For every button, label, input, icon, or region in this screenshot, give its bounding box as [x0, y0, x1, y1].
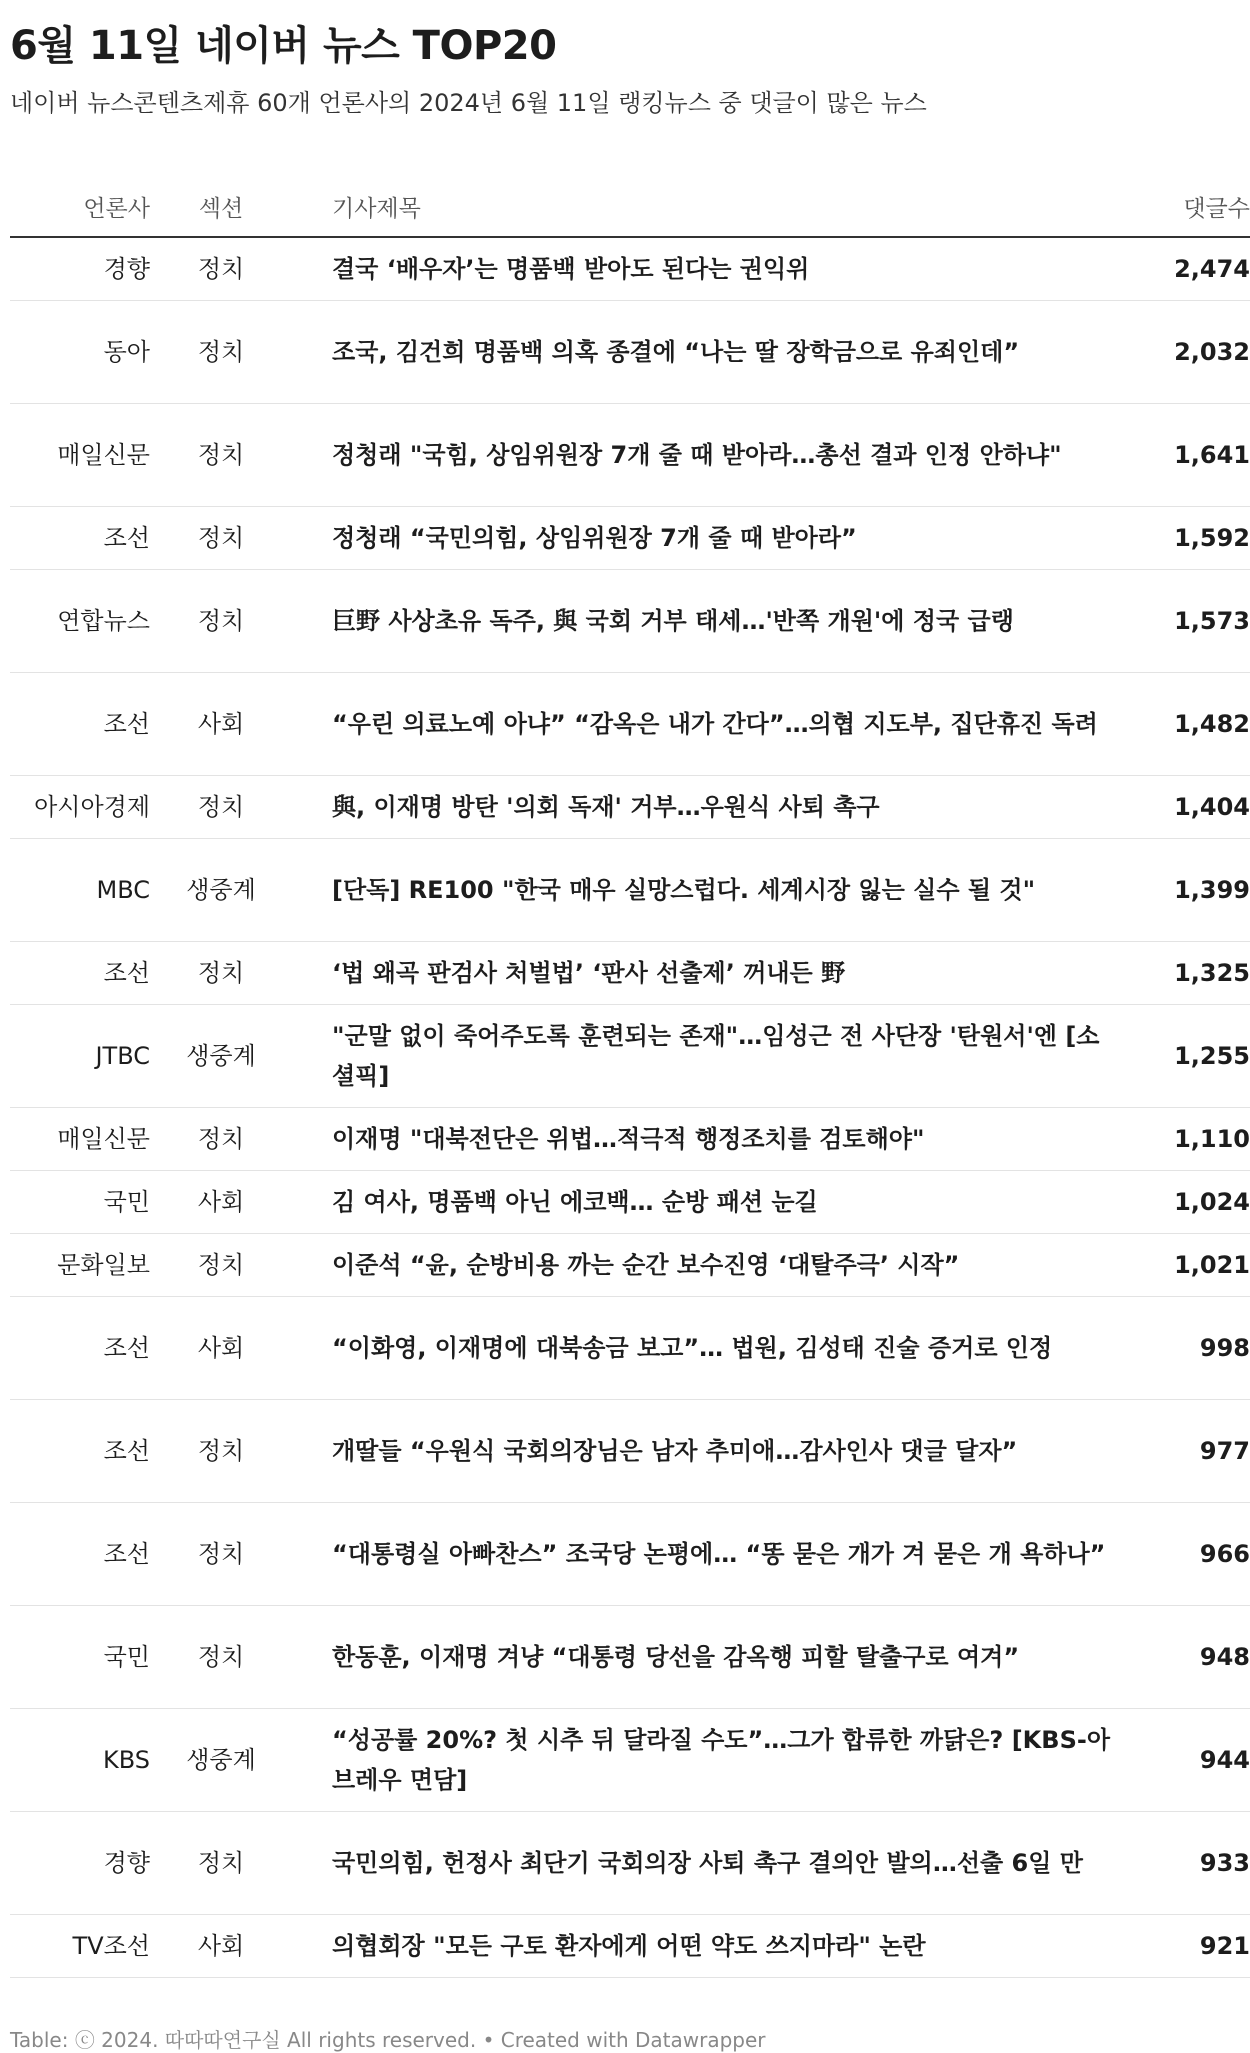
page-title: 6월 11일 네이버 뉴스 TOP20: [10, 23, 557, 69]
table-row: [10, 1005, 1250, 1108]
cell-outlet: 국민: [10, 1606, 150, 1709]
cell-title: “우린 의료노예 아냐” “감옥은 내가 간다”…의협 지도부, 집단휴진 독려: [292, 673, 1112, 776]
cell-comments: 1,641: [1112, 404, 1250, 507]
table-row: [10, 404, 1250, 507]
cell-title: 정청래 “국민의힘, 상임위원장 7개 줄 때 받아라”: [292, 507, 1112, 570]
table-row: [10, 1709, 1250, 1812]
cell-title: 김 여사, 명품백 아닌 에코백… 순방 패션 눈길: [292, 1171, 1112, 1234]
table-row: [10, 839, 1250, 942]
cell-title: 한동훈, 이재명 겨냥 “대통령 당선을 감옥행 피할 탈출구로 여겨”: [292, 1606, 1112, 1709]
table-row: [10, 1915, 1250, 1978]
cell-outlet: 동아: [10, 301, 150, 404]
table-row: [10, 301, 1250, 404]
cell-section: 정치: [150, 1234, 292, 1297]
cell-outlet: TV조선: [10, 1915, 150, 1978]
cell-comments: 1,482: [1112, 673, 1250, 776]
header-outlet[interactable]: 언론사: [10, 176, 150, 237]
cell-outlet: 국민: [10, 1171, 150, 1234]
cell-section: 생중계: [150, 1709, 292, 1812]
page-subtitle: 네이버 뉴스콘텐츠제휴 60개 언론사의 2024년 6월 11일 랭킹뉴스 중 댓글이 많은 뉴스: [10, 89, 927, 117]
cell-outlet: 연합뉴스: [10, 570, 150, 673]
cell-section: 생중계: [150, 1005, 292, 1108]
cell-comments: 2,474: [1112, 237, 1250, 301]
cell-outlet: 조선: [10, 673, 150, 776]
cell-section: 정치: [150, 776, 292, 839]
cell-section: 정치: [150, 570, 292, 673]
table-row: [10, 1812, 1250, 1915]
header-title[interactable]: 기사제목: [292, 176, 1112, 237]
cell-outlet: 조선: [10, 507, 150, 570]
cell-section: 정치: [150, 237, 292, 301]
cell-section: 사회: [150, 1915, 292, 1978]
cell-section: 사회: [150, 1297, 292, 1400]
cell-comments: 2,032: [1112, 301, 1250, 404]
cell-title: 與, 이재명 방탄 '의회 독재' 거부…우원식 사퇴 촉구: [292, 776, 1112, 839]
header-section[interactable]: 섹션: [150, 176, 292, 237]
cell-section: 정치: [150, 1606, 292, 1709]
cell-title: 이재명 "대북전단은 위법…적극적 행정조치를 검토해야": [292, 1108, 1112, 1171]
cell-section: 정치: [150, 1108, 292, 1171]
table-row: [10, 570, 1250, 673]
table-row: [10, 1108, 1250, 1171]
cell-comments: 1,021: [1112, 1234, 1250, 1297]
table-row: [10, 1606, 1250, 1709]
table-row: [10, 1234, 1250, 1297]
table-row: [10, 1171, 1250, 1234]
cell-outlet: 경향: [10, 1812, 150, 1915]
cell-comments: 977: [1112, 1400, 1250, 1503]
cell-outlet: 아시아경제: [10, 776, 150, 839]
cell-section: 정치: [150, 1400, 292, 1503]
table-row: [10, 1297, 1250, 1400]
cell-comments: 933: [1112, 1812, 1250, 1915]
cell-comments: 1,573: [1112, 570, 1250, 673]
cell-title: 의협회장 "모든 구토 환자에게 어떤 약도 쓰지마라" 논란: [292, 1915, 1112, 1978]
cell-outlet: MBC: [10, 839, 150, 942]
cell-comments: 1,110: [1112, 1108, 1250, 1171]
cell-outlet: 문화일보: [10, 1234, 150, 1297]
cell-comments: 1,325: [1112, 942, 1250, 1005]
cell-comments: 1,024: [1112, 1171, 1250, 1234]
cell-outlet: 조선: [10, 1503, 150, 1606]
table-row: [10, 673, 1250, 776]
cell-title: 정청래 "국힘, 상임위원장 7개 줄 때 받아라…총선 결과 인정 안하냐": [292, 404, 1112, 507]
cell-comments: 1,592: [1112, 507, 1250, 570]
cell-comments: 921: [1112, 1915, 1250, 1978]
cell-comments: 966: [1112, 1503, 1250, 1606]
cell-section: 정치: [150, 1503, 292, 1606]
cell-title: 결국 ‘배우자’는 명품백 받아도 된다는 권익위: [292, 237, 1112, 301]
table-header: [10, 176, 1250, 237]
header-comments[interactable]: 댓글수: [1112, 176, 1250, 237]
cell-outlet: 조선: [10, 942, 150, 1005]
table-body: [10, 237, 1250, 1978]
cell-section: 정치: [150, 404, 292, 507]
cell-section: 생중계: [150, 839, 292, 942]
cell-section: 정치: [150, 942, 292, 1005]
cell-title: “이화영, 이재명에 대북송금 보고”… 법원, 김성태 진술 증거로 인정: [292, 1297, 1112, 1400]
cell-title: "군말 없이 죽어주도록 훈련되는 존재"…임성근 전 사단장 '탄원서'엔 [소셜픽]: [292, 1005, 1112, 1108]
cell-comments: 948: [1112, 1606, 1250, 1709]
cell-section: 정치: [150, 301, 292, 404]
cell-section: 정치: [150, 507, 292, 570]
cell-title: 巨野 사상초유 독주, 與 국회 거부 태세…'반쪽 개원'에 정국 급랭: [292, 570, 1112, 673]
cell-comments: 944: [1112, 1709, 1250, 1812]
cell-title: 이준석 “윤, 순방비용 까는 순간 보수진영 ‘대탈주극’ 시작”: [292, 1234, 1112, 1297]
cell-title: ‘법 왜곡 판검사 처벌법’ ‘판사 선출제’ 꺼내든 野: [292, 942, 1112, 1005]
cell-section: 사회: [150, 673, 292, 776]
cell-outlet: 매일신문: [10, 1108, 150, 1171]
cell-section: 사회: [150, 1171, 292, 1234]
cell-outlet: 조선: [10, 1297, 150, 1400]
cell-title: 조국, 김건희 명품백 의혹 종결에 “나는 딸 장학금으로 유죄인데”: [292, 301, 1112, 404]
header-row: [10, 176, 1250, 237]
cell-outlet: 조선: [10, 1400, 150, 1503]
table-row: [10, 776, 1250, 839]
cell-outlet: JTBC: [10, 1005, 150, 1108]
table-row: [10, 237, 1250, 301]
table-row: [10, 1503, 1250, 1606]
cell-title: 개딸들 “우원식 국회의장님은 남자 추미애…감사인사 댓글 달자”: [292, 1400, 1112, 1503]
cell-comments: 1,255: [1112, 1005, 1250, 1108]
cell-title: 국민의힘, 헌정사 최단기 국회의장 사퇴 촉구 결의안 발의…선출 6일 만: [292, 1812, 1112, 1915]
table-row: [10, 507, 1250, 570]
cell-comments: 1,404: [1112, 776, 1250, 839]
cell-comments: 1,399: [1112, 839, 1250, 942]
cell-comments: 998: [1112, 1297, 1250, 1400]
cell-outlet: KBS: [10, 1709, 150, 1812]
cell-title: [단독] RE100 "한국 매우 실망스럽다. 세계시장 잃는 실수 될 것": [292, 839, 1112, 942]
news-table: [10, 176, 1250, 1978]
cell-outlet: 경향: [10, 237, 150, 301]
table-row: [10, 942, 1250, 1005]
cell-outlet: 매일신문: [10, 404, 150, 507]
footer-credit: Table: ⓒ 2024. 따따따연구실 All rights reserved. • Created with Datawrapper: [10, 2028, 766, 2052]
cell-section: 정치: [150, 1812, 292, 1915]
cell-title: “대통령실 아빠찬스” 조국당 논평에… “똥 묻은 개가 겨 묻은 개 욕하나”: [292, 1503, 1112, 1606]
table-row: [10, 1400, 1250, 1503]
cell-title: “성공률 20%? 첫 시추 뒤 달라질 수도”…그가 합류한 까닭은? [KBS-아브레우 면담]: [292, 1709, 1112, 1812]
